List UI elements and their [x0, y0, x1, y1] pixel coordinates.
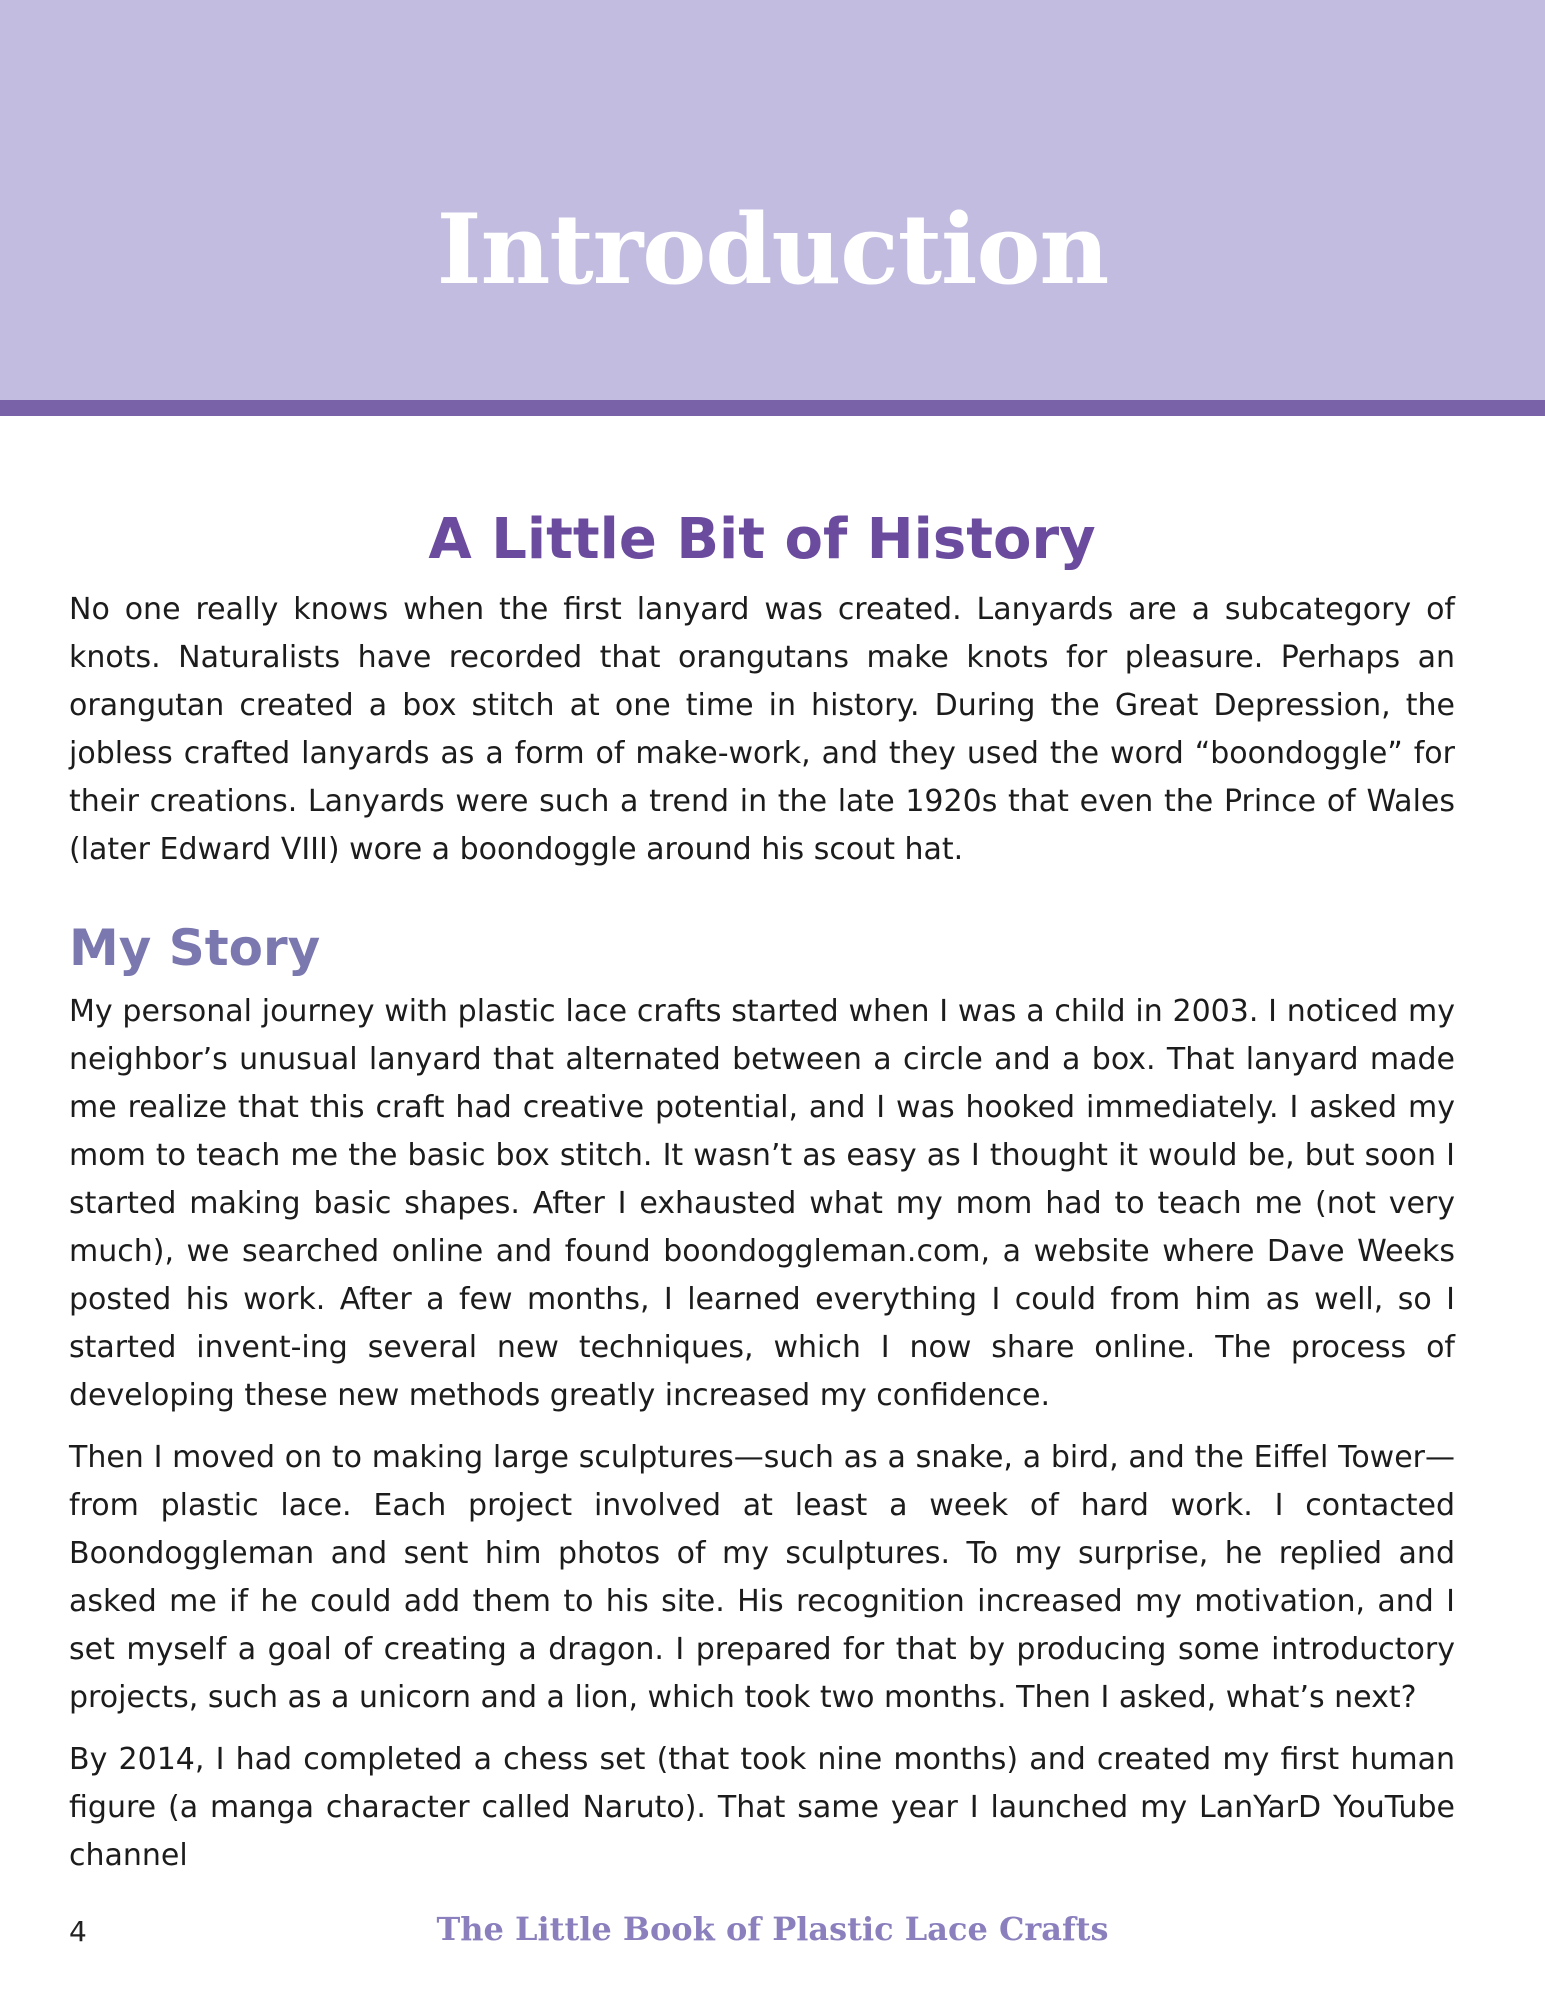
section-title-my-story: My Story: [69, 919, 321, 977]
my-story-paragraph-3: By 2014, I had completed a chess set (that took nine months) and created my first human figure (a manga character called Naruto). That same year I launched my LanYarD YouTube channel: [69, 1742, 1455, 1873]
page-number: 4: [69, 1915, 87, 1948]
page-content: [69, 500, 1455, 1894]
my-story-paragraph-1: My personal journey with plastic lace crafts started when I was a child in 2003. I noticed my neighbor’s unusual lanyard that alternated between a circle and a box. That lanyard made me realize that this craft had creative potential, and I was hooked immediately. I asked my mom to teach me the basic box stitch. It wasn’t as easy as I thought it would be, but soon I started making basic shapes. After I exhausted what my mom had to teach me (not very much), we searched online and found boondoggleman.com, a website where Dave Weeks posted his work. After a few months, I learned everything I could from him as well, so I started invent-ing several new techniques, which I now share online. The process of developing these new methods greatly increased my confidence.: [69, 994, 1455, 1413]
history-paragraph: No one really knows when the first lanyard was created. Lanyards are a subcategory of knots. Naturalists have recorded that orangutans make knots for pleasure. Perhaps an orangutan created a box stitch at one time in history. During the Great Depression, the jobless crafted lanyards as a form of make-work, and they used the word “boondoggle” for their creations. Lanyards were such a trend in the late 1920s that even the Prince of Wales (later Edward VIII) wore a boondoggle around his scout hat.: [69, 592, 1455, 867]
chapter-title: Introduction: [436, 193, 1109, 306]
running-footer-book-title: The Little Book of Plastic Lace Crafts: [436, 1910, 1109, 1948]
chapter-header-rule: [0, 400, 1545, 416]
section-title-history: A Little Bit of History: [428, 507, 1096, 572]
my-story-paragraph-2: Then I moved on to making large sculptures—such as a snake, a bird, and the Eiffel Tower—from plastic lace. Each project involved at least a week of hard work. I contacted Boondoggleman and sent him photos of my sculptures. To my surprise, he replied and asked me if he could add them to his site. His recognition increased my motivation, and I set myself a goal of creating a dragon. I prepared for that by producing some introductory projects, such as a unicorn and a lion, which took two months. Then I asked, what’s next?: [69, 1440, 1455, 1715]
